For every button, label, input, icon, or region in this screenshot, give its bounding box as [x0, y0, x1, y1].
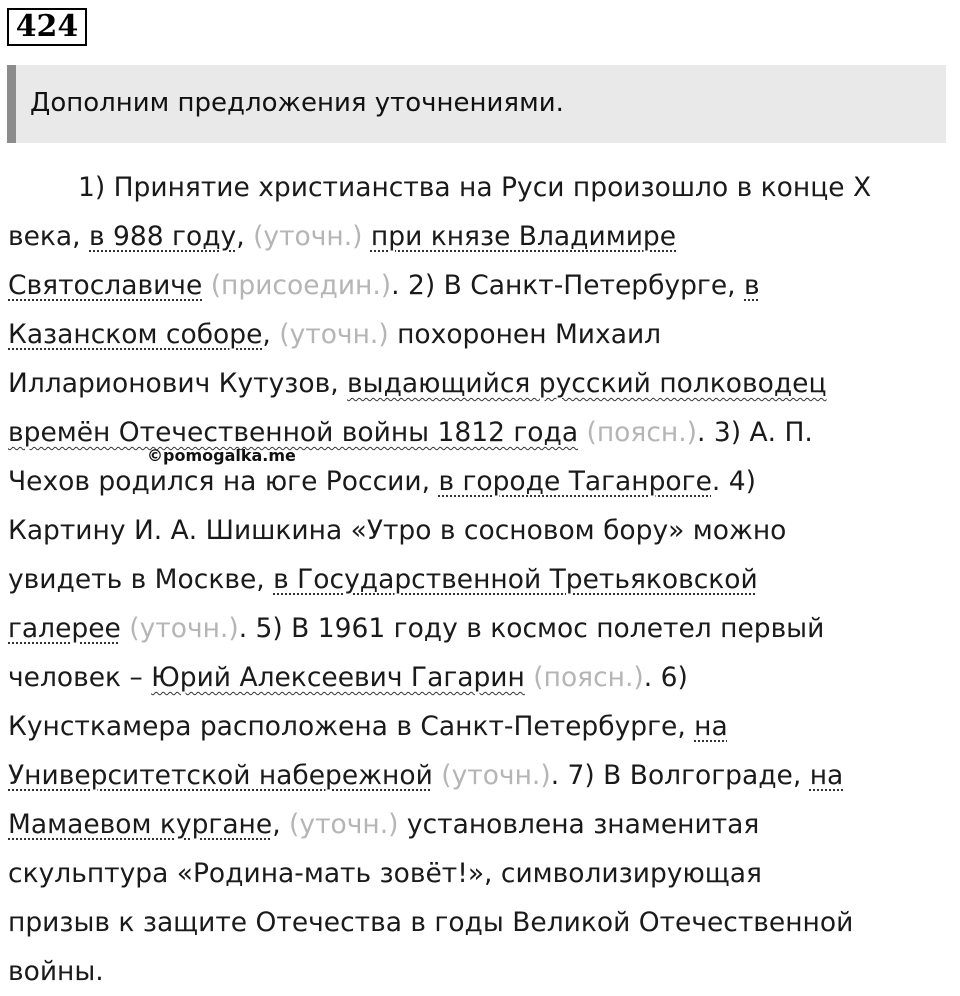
text-line	[8, 163, 948, 212]
task-instruction-bar	[7, 65, 946, 143]
text-line	[8, 310, 948, 359]
text-segment: Картину И. А. Шишкина «Утро в сосновом бору» можно	[8, 515, 787, 546]
text-line	[8, 359, 948, 408]
text-segment: 1) Принятие христианства на Руси произошло в конце X	[78, 172, 872, 203]
text-segment	[578, 417, 586, 448]
text-segment: Чехов родился на юге России,	[8, 466, 439, 497]
clarification-underlined: на	[694, 711, 728, 742]
clarification-underlined: в городе Таганроге	[438, 466, 712, 497]
text-segment	[362, 221, 370, 252]
text-segment: века,	[8, 221, 90, 252]
grammar-note: (поясн.)	[533, 662, 644, 693]
grammar-note: (присоедин.)	[210, 270, 392, 301]
text-segment: войны.	[8, 956, 104, 987]
text-segment: . 3) А. П.	[697, 417, 813, 448]
grammar-note: (уточн.)	[279, 319, 389, 350]
text-line	[8, 947, 948, 996]
text-segment: призыв к защите Отечества в годы Великой Отечественной	[8, 907, 854, 938]
explanation-underlined: выдающийся русский полководец	[347, 368, 827, 399]
text-line	[8, 898, 948, 947]
text-line	[8, 506, 948, 555]
text-segment: ,	[236, 221, 254, 252]
explanation-underlined: времён Отечественной войны 1812 года	[8, 417, 579, 448]
clarification-underlined: на	[809, 760, 844, 791]
watermark: ©pomogalka.me	[147, 446, 296, 465]
text-segment: установлена знаменитая	[398, 809, 760, 840]
text-segment: похоронен Михаил	[388, 319, 662, 350]
text-segment: . 7) В Волгограде,	[550, 760, 810, 791]
text-segment: человек –	[8, 662, 152, 693]
text-segment	[433, 760, 441, 791]
clarification-underlined: в 988 году	[89, 221, 237, 252]
grammar-note: (поясн.)	[586, 417, 697, 448]
text-line	[8, 702, 948, 751]
exercise-number: 424	[7, 8, 87, 46]
explanation-underlined: Юрий Алексеевич Гагарин	[151, 662, 525, 693]
text-segment: Илларионович Кутузов,	[8, 368, 348, 399]
text-line	[8, 261, 948, 310]
text-line	[8, 212, 948, 261]
text-line	[8, 555, 948, 604]
task-instruction: Дополним предложения уточнениями.	[30, 88, 564, 118]
text-line	[8, 800, 948, 849]
clarification-underlined: Университетской набережной	[8, 760, 433, 791]
text-line	[8, 653, 948, 702]
grammar-note: (уточн.)	[289, 809, 399, 840]
grammar-note: (уточн.)	[129, 613, 239, 644]
grammar-note: (уточн.)	[253, 221, 363, 252]
text-segment: скульптура «Родина-мать зовёт!», символизирующая	[8, 858, 762, 889]
text-segment: . 2) В Санкт-Петербурге,	[391, 270, 744, 301]
clarification-underlined: Мамаевом кургане	[8, 809, 273, 840]
clarification-underlined: Святославиче	[8, 270, 203, 301]
text-segment: ,	[272, 809, 290, 840]
clarification-underlined: галерее	[8, 613, 121, 644]
text-segment: . 5) В 1961 году в космос полетел первый	[238, 613, 825, 644]
text-segment: Кунсткамера расположена в Санкт-Петербурге,	[8, 711, 695, 742]
answer-text	[8, 163, 948, 996]
clarification-underlined: в	[744, 270, 760, 301]
clarification-underlined: в Государственной Третьяковской	[273, 564, 758, 595]
text-line	[8, 849, 948, 898]
text-segment: увидеть в Москве,	[8, 564, 274, 595]
clarification-underlined: Казанском соборе	[8, 319, 263, 350]
grammar-note: (уточн.)	[441, 760, 551, 791]
text-segment: ,	[262, 319, 280, 350]
text-segment	[202, 270, 210, 301]
text-segment: . 6)	[643, 662, 688, 693]
text-segment: . 4)	[711, 466, 756, 497]
text-line	[8, 604, 948, 653]
text-line	[8, 751, 948, 800]
clarification-underlined: при князе Владимире	[370, 221, 677, 252]
